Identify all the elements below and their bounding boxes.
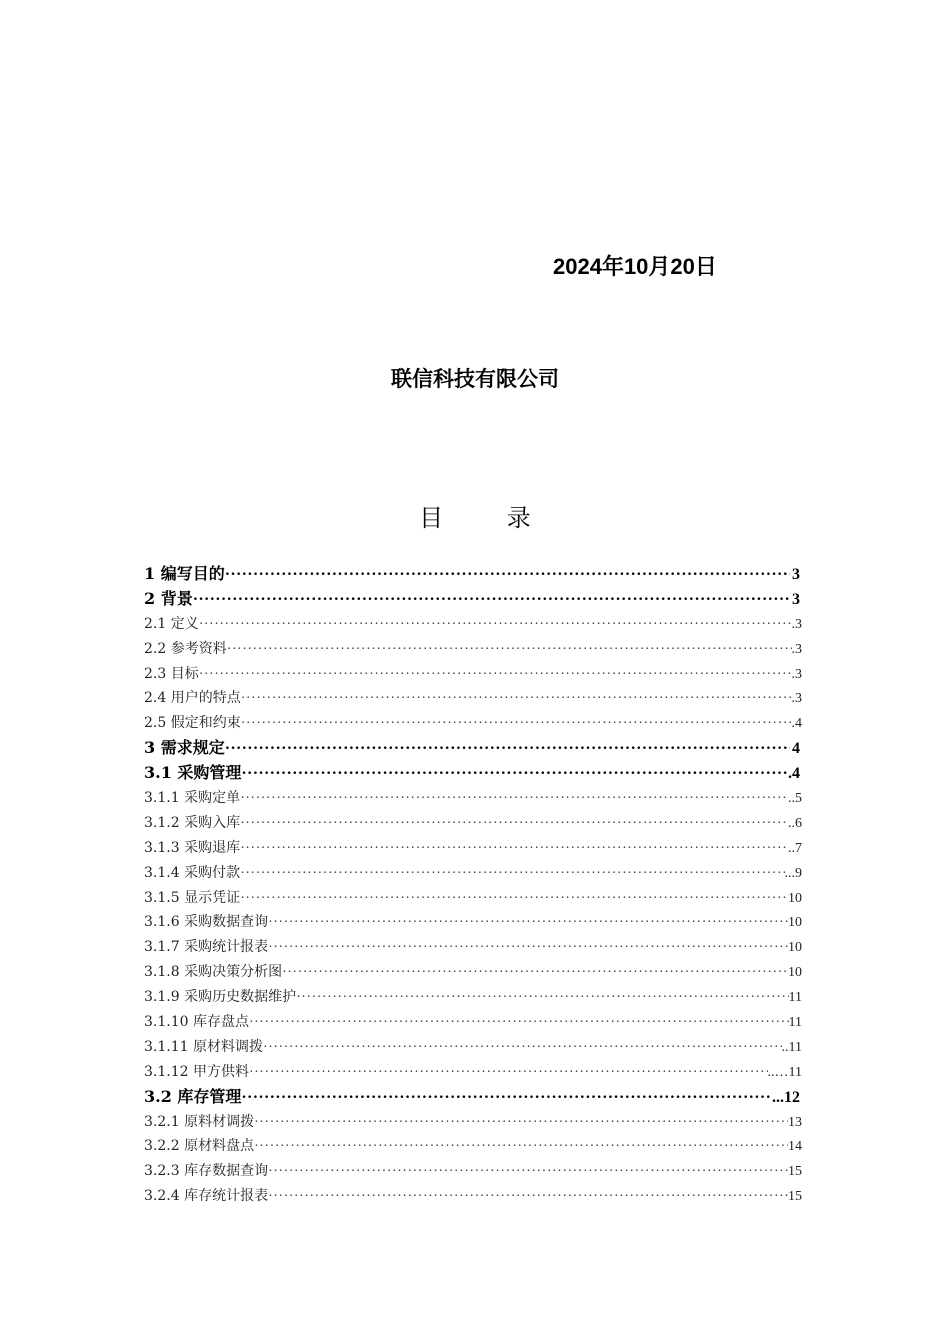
toc-entry[interactable] bbox=[144, 711, 802, 736]
document-date: 2024年10月20日 bbox=[553, 254, 717, 279]
toc-entry-page: .3 bbox=[791, 641, 802, 657]
toc-entry-page: 3 bbox=[792, 566, 800, 583]
toc-entry-label: 3.2.4 库存统计报表 bbox=[144, 1188, 269, 1205]
toc-entry[interactable] bbox=[144, 1134, 802, 1159]
toc-entry-label: 3.1.7 采购统计报表 bbox=[144, 939, 269, 956]
toc-entry[interactable] bbox=[144, 1060, 802, 1085]
toc-entry[interactable] bbox=[144, 786, 802, 811]
toc-entry-label: 2.1 定义 bbox=[144, 615, 199, 632]
toc-entry-page: 15 bbox=[788, 1164, 802, 1180]
toc-entry-page: .3 bbox=[791, 691, 802, 707]
toc-entry[interactable] bbox=[144, 811, 802, 836]
toc-entry[interactable] bbox=[144, 910, 802, 935]
toc-entry-page: ..5 bbox=[788, 791, 802, 807]
toc-leader-dots bbox=[268, 1160, 788, 1185]
toc-entry[interactable] bbox=[144, 886, 802, 911]
toc-entry-label: 3.1.12 甲方供料 bbox=[144, 1063, 249, 1080]
toc-leader-dots bbox=[241, 1086, 772, 1111]
toc-leader-dots bbox=[268, 936, 788, 961]
toc-entry-label: 3.1.8 采购决策分析图 bbox=[144, 964, 283, 981]
toc-entry-label: 2.3 目标 bbox=[144, 665, 199, 682]
toc-entry-page: 10 bbox=[788, 915, 802, 931]
toc-leader-dots bbox=[254, 1135, 788, 1160]
toc-entry[interactable] bbox=[144, 612, 802, 637]
toc-entry[interactable] bbox=[144, 1085, 800, 1110]
toc-entry[interactable] bbox=[144, 935, 802, 960]
toc-entry[interactable] bbox=[144, 761, 800, 786]
toc-entry-label: 2.4 用户的特点 bbox=[144, 690, 241, 707]
toc-entry[interactable] bbox=[144, 1184, 802, 1209]
toc-entry-page: .4 bbox=[791, 716, 802, 732]
table-of-contents bbox=[144, 562, 807, 1209]
toc-entry-page: ...9 bbox=[784, 865, 802, 881]
toc-entry[interactable] bbox=[144, 587, 800, 612]
toc-entry-label: 2.2 参考资料 bbox=[144, 640, 227, 657]
toc-leader-dots bbox=[199, 613, 792, 638]
toc-entry-label: 3.1.2 采购入库 bbox=[144, 814, 241, 831]
toc-leader-dots bbox=[225, 737, 790, 762]
toc-entry[interactable] bbox=[144, 861, 802, 886]
toc-entry[interactable] bbox=[144, 985, 802, 1010]
toc-leader-dots bbox=[249, 1061, 768, 1086]
toc-entry[interactable] bbox=[144, 562, 800, 587]
toc-entry-label: 3.1.10 库存盘点 bbox=[144, 1014, 249, 1031]
toc-entry-label: 3.1.1 采购定单 bbox=[144, 790, 241, 807]
toc-entry[interactable] bbox=[144, 836, 802, 861]
toc-entry-label: 3.1 采购管理 bbox=[144, 763, 242, 783]
toc-entry[interactable] bbox=[144, 1035, 802, 1060]
company-name: 联信科技有限公司 bbox=[391, 367, 559, 391]
toc-entry-page: 3 bbox=[792, 590, 800, 608]
toc-entry-page: ..…11 bbox=[767, 1064, 802, 1080]
toc-leader-dots bbox=[254, 1111, 788, 1136]
toc-entry-label: 3.1.5 显示凭证 bbox=[144, 889, 241, 906]
toc-entry-label: 3.2.3 库存数据查询 bbox=[144, 1163, 269, 1180]
toc-leader-dots bbox=[227, 638, 792, 663]
toc-entry[interactable] bbox=[144, 1010, 802, 1035]
toc-leader-dots bbox=[241, 762, 788, 787]
toc-entry-page: 11 bbox=[788, 1015, 802, 1031]
toc-leader-dots bbox=[296, 986, 788, 1011]
toc-entry-page: 14 bbox=[788, 1139, 802, 1155]
toc-entry[interactable] bbox=[144, 662, 802, 687]
toc-entry-label: 3.2.1 原料材调拨 bbox=[144, 1113, 255, 1130]
toc-leader-dots bbox=[249, 1011, 789, 1036]
toc-entry-label: 3.2 库存管理 bbox=[144, 1086, 242, 1106]
toc-entry[interactable] bbox=[144, 1159, 802, 1184]
toc-entry-page: 4 bbox=[792, 740, 800, 758]
toc-title: 目 录 bbox=[419, 504, 559, 532]
toc-leader-dots bbox=[241, 687, 792, 712]
toc-entry-page: 10 bbox=[788, 890, 802, 906]
toc-leader-dots bbox=[241, 712, 792, 737]
toc-leader-dots bbox=[240, 787, 788, 812]
toc-entry-page: .3 bbox=[791, 666, 802, 682]
toc-entry-page: 13 bbox=[788, 1114, 802, 1130]
toc-entry-page: ..6 bbox=[788, 815, 802, 831]
toc-entry[interactable] bbox=[144, 736, 800, 761]
toc-leader-dots bbox=[199, 663, 792, 688]
toc-leader-dots bbox=[193, 588, 790, 613]
toc-leader-dots bbox=[240, 837, 788, 862]
toc-entry-label: 3.1.4 采购付款 bbox=[144, 864, 241, 881]
toc-entry-label: 2 背景 bbox=[144, 588, 193, 608]
toc-entry-page: ..7 bbox=[788, 840, 802, 856]
toc-entry-page: 10 bbox=[788, 940, 802, 956]
toc-leader-dots bbox=[263, 1036, 782, 1061]
toc-entry-page: .3 bbox=[791, 616, 802, 632]
toc-leader-dots bbox=[240, 812, 788, 837]
toc-entry-label: 3.1.6 采购数据查询 bbox=[144, 914, 269, 931]
toc-entry-page: 11 bbox=[788, 990, 802, 1006]
toc-entry[interactable] bbox=[144, 1110, 802, 1135]
toc-leader-dots bbox=[225, 563, 790, 588]
toc-leader-dots bbox=[282, 961, 788, 986]
toc-leader-dots bbox=[240, 887, 788, 912]
toc-entry-page: 10 bbox=[788, 965, 802, 981]
toc-leader-dots bbox=[268, 1185, 788, 1210]
toc-entry-label: 3 需求规定 bbox=[144, 738, 225, 758]
toc-entry[interactable] bbox=[144, 637, 802, 662]
toc-entry-page: 15 bbox=[788, 1189, 802, 1205]
toc-leader-dots bbox=[240, 862, 784, 887]
toc-entry-label: 3.1.11 原材料调拨 bbox=[144, 1038, 263, 1055]
toc-entry-page: ..11 bbox=[781, 1039, 802, 1055]
toc-entry-label: 3.1.9 采购历史数据维护 bbox=[144, 989, 297, 1006]
toc-entry-label: 3.2.2 原材料盘点 bbox=[144, 1138, 255, 1155]
toc-entry[interactable] bbox=[144, 960, 802, 985]
toc-entry-label: 2.5 假定和约束 bbox=[144, 715, 241, 732]
toc-entry-page: .4 bbox=[788, 765, 800, 783]
toc-entry-label: 1 编写目的 bbox=[144, 564, 225, 583]
toc-entry-page: ...12 bbox=[772, 1088, 800, 1106]
toc-leader-dots bbox=[268, 911, 788, 936]
toc-entry-label: 3.1.3 采购退库 bbox=[144, 839, 241, 856]
toc-entry[interactable] bbox=[144, 686, 802, 711]
